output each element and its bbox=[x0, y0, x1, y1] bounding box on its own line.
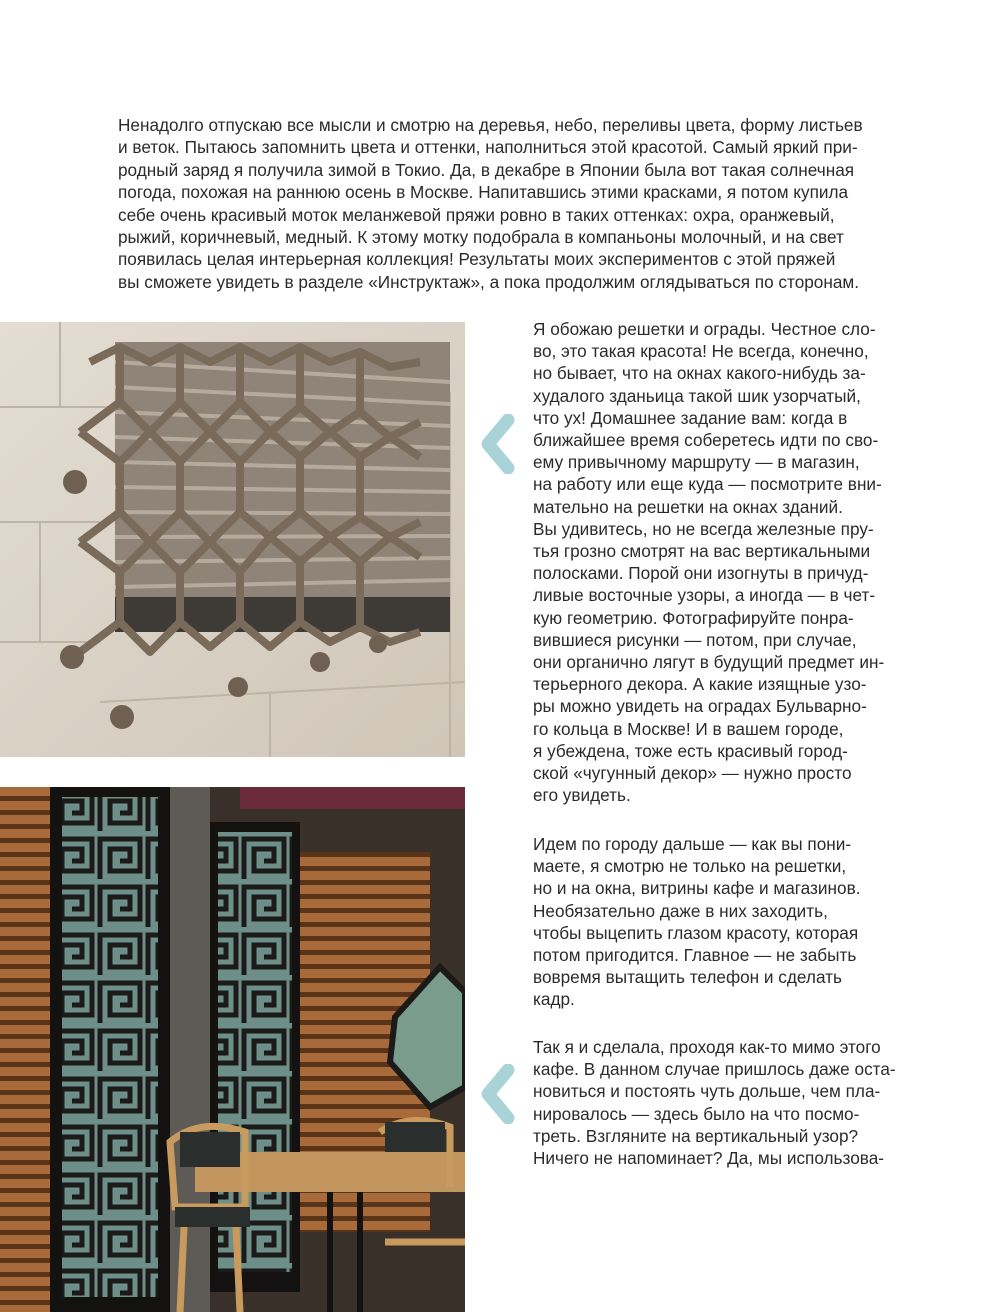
text-line: вившиеся рисунки — потом, при случае, bbox=[533, 629, 857, 650]
column-paragraph-grilles bbox=[533, 318, 923, 806]
cafe-facade-photo bbox=[0, 787, 465, 1312]
text-line: кадр. bbox=[533, 989, 575, 1010]
intro-line: вы сможете увидеть в разделе «Инструктаж», а пока продолжим оглядываться по сторонам. bbox=[118, 271, 860, 292]
text-line: ближайшее время соберетесь идти по сво- bbox=[533, 430, 879, 451]
chevron-left-icon bbox=[476, 414, 518, 474]
text-line: на работу или еще куда — посмотрите вни- bbox=[533, 474, 882, 495]
chevron-left-icon bbox=[476, 1064, 518, 1124]
intro-paragraph bbox=[118, 114, 918, 293]
intro-line: себе очень красивый моток меланжевой пряжи ровно в таких оттенках: охра, оранжевый, bbox=[118, 204, 835, 225]
text-line: кую геометрию. Фотографируйте понра- bbox=[533, 607, 854, 628]
text-line: кафе. В данном случае пришлось даже оста- bbox=[533, 1059, 896, 1080]
cafe-facade-illustration bbox=[0, 787, 465, 1312]
text-line: Вы удивитесь, но не всегда железные пру- bbox=[533, 518, 874, 539]
text-line: я убеждена, тоже есть красивый город- bbox=[533, 740, 848, 761]
window-grille-illustration bbox=[0, 322, 465, 757]
text-line: го кольца в Москве! И в вашем городе, bbox=[533, 718, 844, 739]
text-line: новиться и постоять чуть дольше, чем пла- bbox=[533, 1081, 881, 1102]
text-line: полосками. Порой они изогнуты в причуд- bbox=[533, 563, 869, 584]
text-line: Необязательно даже в них заходить, bbox=[533, 900, 828, 921]
text-line: терьерного декора. А какие изящные узо- bbox=[533, 674, 867, 695]
text-line: ливые восточные узоры, а иногда — в чет- bbox=[533, 585, 876, 606]
intro-line: появилась целая интерьерная коллекция! Результаты моих экспериментов с этой пряжей bbox=[118, 249, 836, 270]
text-line: ры можно увидеть на оградах Бульварно- bbox=[533, 696, 867, 717]
text-line: мательно на решетки на окнах зданий. bbox=[533, 496, 843, 517]
text-line: треть. Взгляните на вертикальный узор? bbox=[533, 1125, 859, 1146]
text-line: Так я и сделала, проходя как-то мимо этого bbox=[533, 1037, 881, 1057]
text-line: маете, я смотрю не только на решетки, bbox=[533, 856, 847, 877]
text-line: они органично лягут в будущий предмет ин- bbox=[533, 652, 885, 673]
intro-line: Ненадолго отпускаю все мысли и смотрю на деревья, небо, переливы цвета, форму листьев bbox=[118, 115, 863, 135]
text-line: вовремя вытащить телефон и сделать bbox=[533, 967, 842, 988]
intro-line: погода, похожая на раннюю осень в Москве. Напитавшись этими красками, я потом купила bbox=[118, 182, 849, 203]
text-line: чтобы выцепить глазом красоту, которая bbox=[533, 922, 859, 943]
text-line: во, это такая красота! Не всегда, конечно, bbox=[533, 341, 869, 362]
intro-line: рыжий, коричневый, медный. К этому мотку подобрала в компаньоны молочный, и на свет bbox=[118, 227, 844, 248]
text-line: потом пригодится. Главное — не забыть bbox=[533, 945, 857, 966]
column-paragraph-windows bbox=[533, 833, 923, 1011]
text-line: худалого зданьица такой шик узорчатый, bbox=[533, 385, 861, 406]
text-line: ему привычному маршруту — в магазин, bbox=[533, 452, 860, 473]
text-line: что ух! Домашнее задание вам: когда в bbox=[533, 407, 848, 428]
column-paragraph-cafe bbox=[533, 1036, 923, 1169]
text-line: Ничего не напоминает? Да, мы использова- bbox=[533, 1148, 884, 1169]
text-line: Я обожаю решетки и ограды. Честное сло- bbox=[533, 319, 876, 339]
intro-line: и веток. Пытаюсь запомнить цвета и оттенки, наполниться этой красотой. Самый яркий при- bbox=[118, 137, 858, 158]
text-line: его увидеть. bbox=[533, 785, 631, 806]
intro-line: родный заряд я получила зимой в Токио. Да, в декабре в Японии была вот такая солнечная bbox=[118, 159, 855, 180]
text-line: но и на окна, витрины кафе и магазинов. bbox=[533, 878, 861, 899]
text-line: ской «чугунный декор» — нужно просто bbox=[533, 763, 852, 784]
text-line: Идем по городу дальше — как вы пони- bbox=[533, 834, 852, 854]
text-line: тья грозно смотрят на вас вертикальными bbox=[533, 541, 871, 562]
window-grille-photo bbox=[0, 322, 465, 757]
text-line: но бывает, что на окнах какого-нибудь за- bbox=[533, 363, 866, 384]
text-line: нировалось — здесь было на что посмо- bbox=[533, 1103, 860, 1124]
